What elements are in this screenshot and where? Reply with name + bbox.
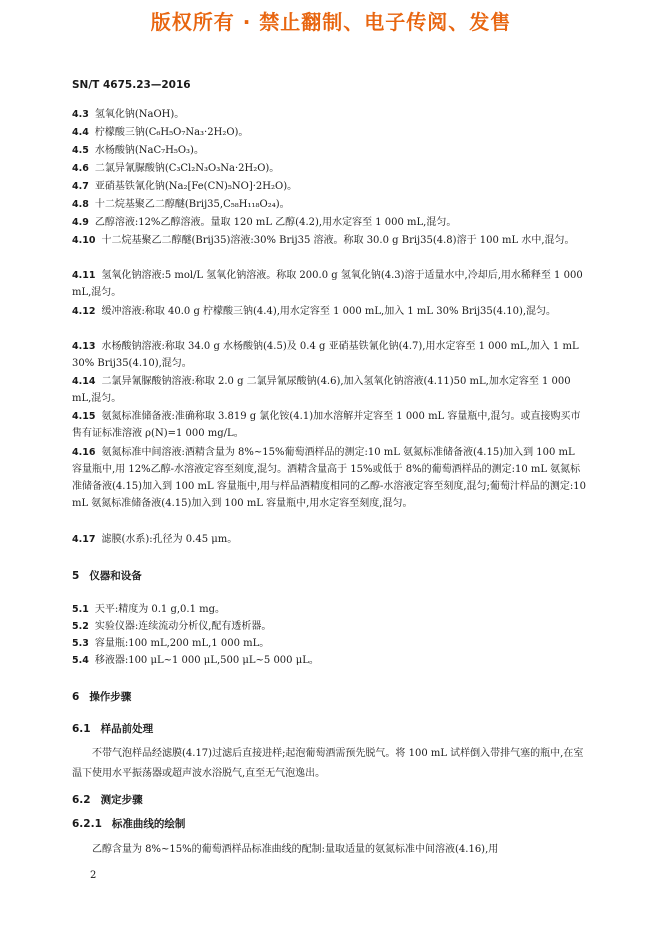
section-title: 操作步骤 xyxy=(89,691,132,703)
item-number: 4.10 xyxy=(72,235,96,246)
item-number: 4.17 xyxy=(72,534,96,545)
item-text: 滤膜(水系):孔径为 0.45 μm。 xyxy=(101,534,238,545)
paragraph: 乙醇含量为 8%~15%的葡萄酒样品标准曲线的配制:量取适量的氨氮标准中间溶液(4.16),用 xyxy=(92,844,499,855)
item-text: 氢氧化钠溶液:5 mol/L 氢氧化钠溶液。称取 200.0 g 氢氧化钠(4.3)溶于适量水中,冷却后,用水稀释至 1 000 mL,混匀。 xyxy=(72,270,583,298)
standard-number: SN/T 4675.23—2016 xyxy=(72,79,191,91)
item-number: 5.3 xyxy=(72,638,89,649)
section-title: 标准曲线的绘制 xyxy=(111,818,186,830)
item-text: 水杨酸钠溶液:称取 34.0 g 水杨酸钠(4.5)及 0.4 g 亚硝基铁氰化钠(4.7),用水定容至 1 000 mL,加入 1 mL 30% Brij35(4.10),混匀。 xyxy=(72,341,579,369)
subsection-heading xyxy=(72,792,143,807)
item-number: 4.9 xyxy=(72,217,89,228)
section-number: 6.2.1 xyxy=(72,818,102,830)
section-heading xyxy=(72,568,142,583)
list-item xyxy=(72,338,586,372)
list-item xyxy=(72,531,586,548)
list-item xyxy=(72,178,586,195)
list-item xyxy=(72,601,586,618)
item-number: 4.11 xyxy=(72,270,96,281)
list-item xyxy=(72,106,586,123)
section-title: 仪器和设备 xyxy=(89,570,142,582)
item-text: 十二烷基聚乙二醇醚(Brij35)溶液:30% Brij35 溶液。称取 30.0 g Brij35(4.8)溶于 100 mL 水中,混匀。 xyxy=(101,235,575,246)
item-text: 实验仪器:连续流动分析仪,配有透析器。 xyxy=(94,621,272,632)
item-text: 柠檬酸三钠(C₆H₅O₇Na₃·2H₂O)。 xyxy=(94,127,249,138)
item-text: 氨氮标准中间溶液:酒精含量为 8%~15%葡萄酒样品的测定:10 mL 氨氮标准储备液(4.15)加入到 100 mL 容量瓶中,用 12%乙醇-水溶液定容至刻度,混匀。酒精含量高于 15%或低于 8%的葡萄酒样品的测定:10 mL 氨氮标准储备液(4.15)加入到 100 mL 容量瓶中,用与样品酒精度相同的乙醇-水溶液定容至刻度,混匀;葡萄汁样品的测定:10 mL 氨氮标准储备液(4.15)加入到 100 mL 容量瓶中,用水定容至刻度,混匀。 xyxy=(72,447,587,509)
item-number: 4.4 xyxy=(72,127,89,138)
item-number: 4.16 xyxy=(72,447,96,458)
item-number: 4.8 xyxy=(72,199,89,210)
item-number: 4.6 xyxy=(72,163,89,174)
item-text: 二氯异氰脲酸钠溶液:称取 2.0 g 二氯异氰尿酸钠(4.6),加入氢氧化钠溶液(4.11)50 mL,加水定容至 1 000 mL,混匀。 xyxy=(72,376,571,404)
item-text: 十二烷基聚乙二醇醚(Brij35,C₅₈H₁₁₈O₂₄)。 xyxy=(94,199,290,210)
item-number: 4.5 xyxy=(72,145,89,156)
list-item xyxy=(72,652,586,669)
list-item xyxy=(72,124,586,141)
item-number: 4.3 xyxy=(72,109,89,120)
list-item xyxy=(72,214,586,231)
list-item xyxy=(72,635,586,652)
section-number: 6.1 xyxy=(72,723,91,735)
section-number: 5 xyxy=(72,570,80,582)
item-number: 4.15 xyxy=(72,411,96,422)
item-text: 乙醇溶液:12%乙醇溶液。量取 120 mL 乙醇(4.2),用水定容至 1 000 mL,混匀。 xyxy=(94,217,457,228)
section-title: 测定步骤 xyxy=(100,794,143,806)
page-number: 2 xyxy=(90,870,97,881)
list-item xyxy=(72,160,586,177)
item-number: 4.7 xyxy=(72,181,89,192)
item-text: 容量瓶:100 mL,200 mL,1 000 mL。 xyxy=(94,638,270,649)
section-heading xyxy=(72,689,131,704)
item-text: 氢氧化钠(NaOH)。 xyxy=(94,109,185,120)
list-item xyxy=(72,142,586,159)
item-number: 4.12 xyxy=(72,306,96,317)
list-item xyxy=(72,232,586,249)
subsection-heading xyxy=(72,816,185,831)
item-number: 4.14 xyxy=(72,376,96,387)
item-text: 移液器:100 μL~1 000 μL,500 μL~5 000 μL。 xyxy=(94,655,319,666)
item-text: 水杨酸钠(NaC₇H₅O₃)。 xyxy=(94,145,204,156)
list-item xyxy=(72,373,586,407)
item-text: 缓冲溶液:称取 40.0 g 柠檬酸三钠(4.4),用水定容至 1 000 mL,加入 1 mL 30% Brij35(4.10),混匀。 xyxy=(101,306,557,317)
list-item xyxy=(72,444,586,512)
item-number: 4.13 xyxy=(72,341,96,352)
section-number: 6 xyxy=(72,691,80,703)
list-item xyxy=(72,618,586,635)
list-item xyxy=(72,267,586,301)
watermark-banner: 版权所有 · 禁止翻制、电子传阅、发售 xyxy=(150,10,512,34)
section-number: 6.2 xyxy=(72,794,91,806)
item-text: 亚硝基铁氰化钠(Na₂[Fe(CN)₅NO]·2H₂O)。 xyxy=(94,181,298,192)
list-item xyxy=(72,408,586,442)
item-number: 5.1 xyxy=(72,604,89,615)
item-number: 5.4 xyxy=(72,655,89,666)
paragraph: 不带气泡样品经滤膜(4.17)过滤后直接进样;起泡葡萄酒需预先脱气。将 100 mL 试样倒入带排气塞的瓶中,在室温下使用水平振荡器或超声波水浴脱气,直至无气泡逸出。 xyxy=(72,748,584,779)
item-text: 天平:精度为 0.1 g,0.1 mg。 xyxy=(94,604,226,615)
item-text: 氨氮标准储备液:准确称取 3.819 g 氯化铵(4.1)加水溶解并定容至 1 000 mL 容量瓶中,混匀。或直接购买市售有证标准溶液 ρ(N)=1 000 mg/L。 xyxy=(72,411,581,439)
subsection-heading xyxy=(72,721,153,736)
list-item xyxy=(72,303,586,320)
item-number: 5.2 xyxy=(72,621,89,632)
item-text: 二氯异氰脲酸钠(C₃Cl₂N₃O₃Na·2H₂O)。 xyxy=(94,163,280,174)
list-item xyxy=(72,196,586,213)
section-title: 样品前处理 xyxy=(100,723,154,735)
